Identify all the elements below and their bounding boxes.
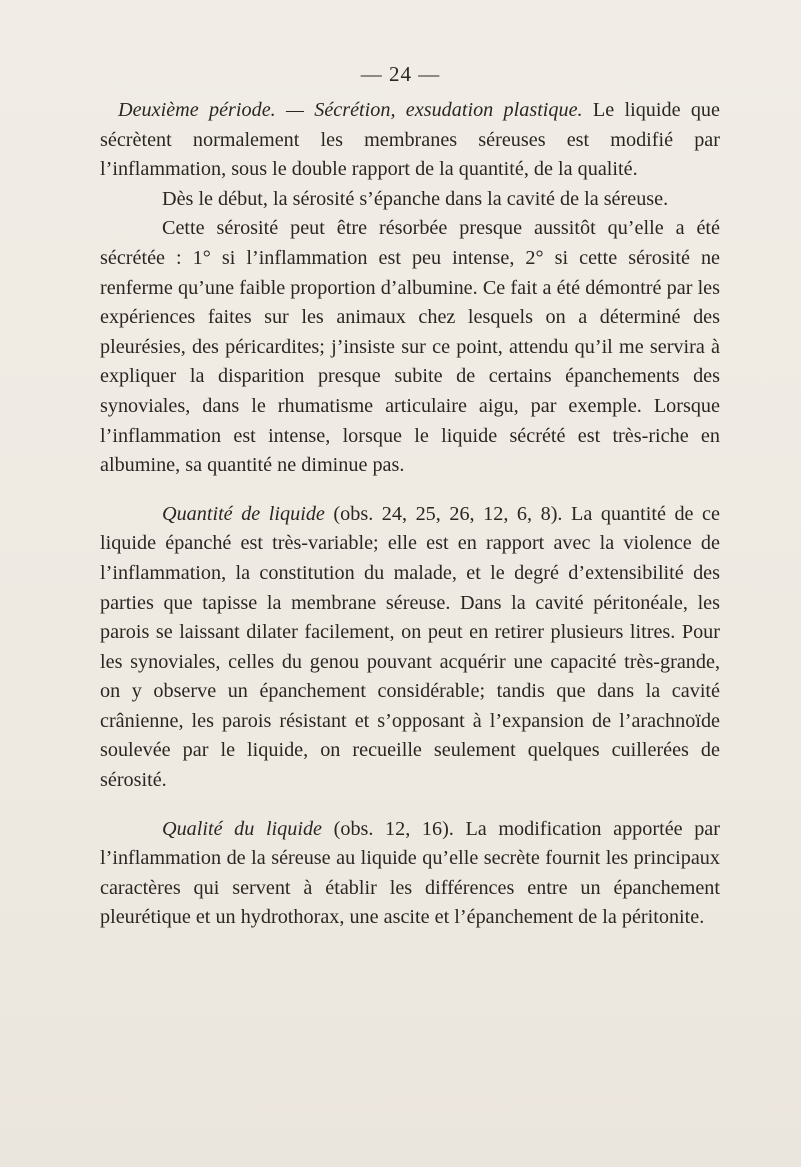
paragraph-text: Cette sérosité peut être résorbée presque aussitôt qu’elle a été sécrétée : 1° si l’inflammation est peu intense, 2° si cette sérosité ne renferme qu’une faible proportion d’albumine. Ce fait a été démontré par les expériences faites sur les animaux chez lesquels on a déterminé des pleurésies, des péricardites; j’insiste sur ce point, attendu qu’il me servira à expliquer la disparition presque subite de certains épanchements des synoviales, dans le rhumatisme articulaire aigu, par exemple. Lorsque l’inflammation est intense, lorsque le liquide sécrété est très-riche en albumine, sa quantité ne diminue pas. <box>100 217 720 477</box>
paragraph-text: (obs. 24, 25, 26, 12, 6, 8). La quantité de ce liquide épanché est très-variable; elle est en rapport avec la violence de l’inflammation, la constitution du malade, et le degré d’extensibilité des parties que tapisse la membrane séreuse. Dans la cavité péritonéale, les parois se laissant dilater facilement, on peut en retirer plusieurs litres. Pour les synoviales, celles du genou pouvant acquérir une capacité très-grande, on y observe un épanchement considérable; tandis que dans la cavité crânienne, les parois résistant et s’opposant à l’expansion de l’arachnoïde soulevée par le liquide, on recueille seulement quelques cuillerées de sérosité. <box>100 502 720 792</box>
paragraph-text: Le liquide que sécrètent normalement les membranes séreuses est modifié par l’inflammation, sous le double rapport de la quantité, de la qualité. <box>100 99 720 181</box>
section-heading-second-period: Deuxième période. — Sécrétion, exsudation plastique. <box>118 99 583 121</box>
page-number: — 24 — <box>360 62 441 86</box>
section-heading-quality: Qualité du liquide <box>162 817 323 840</box>
body-text <box>100 96 720 933</box>
paragraph-serosity-resorption <box>100 214 720 480</box>
paragraph-quality <box>100 815 720 933</box>
paragraph-serosity-onset <box>100 185 720 215</box>
paragraph-second-period <box>100 96 720 185</box>
paragraph-text: (obs. 12, 16). La modification apportée par l’inflammation de la séreuse au liquide qu’elle secrète fournit les principaux caractères qui servent à établir les différences entre un épanchement pleurétique et un hydrothorax, une ascite et l’épanchement de la péritonite. <box>100 817 720 929</box>
section-heading-quantity: Quantité de liquide <box>162 502 325 525</box>
paragraph-quantity <box>100 500 720 796</box>
paragraph-text: Dès le début, la sérosité s’épanche dans la cavité de la séreuse. <box>162 187 669 210</box>
